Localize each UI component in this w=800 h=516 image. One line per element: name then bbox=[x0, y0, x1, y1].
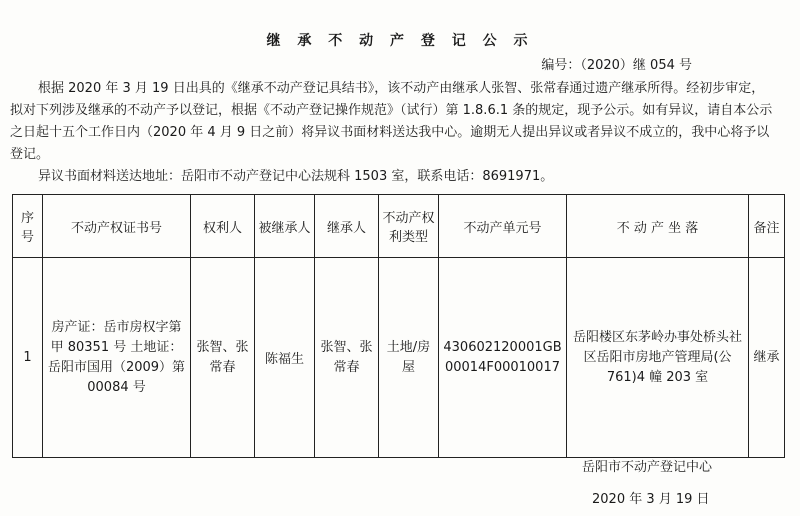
cell-cert: 房产证：岳市房权字第甲 80351 号 土地证：岳阳市国用（2009）第 00084 号 bbox=[43, 258, 191, 458]
notice-body bbox=[10, 78, 780, 188]
cell-right-type: 土地/房屋 bbox=[379, 258, 439, 458]
cell-unit-no: 430602120001GB00014F00010017 bbox=[439, 258, 567, 458]
header-unit-no: 不动产单元号 bbox=[439, 195, 567, 258]
header-right-type: 不动产权利类型 bbox=[379, 195, 439, 258]
cell-seq: 1 bbox=[13, 258, 43, 458]
header-seq: 序号 bbox=[13, 195, 43, 258]
notice-title: 继 承 不 动 产 登 记 公 示 bbox=[266, 33, 534, 49]
notice-paragraph: 根据 2020 年 3 月 19 日出具的《继承不动产登记具结书》，该不动产由继承人张智、张常春通过遗产继承所得。经初步审定， 拟对下列涉及继承的不动产予以登记，根据《不动产登记操作规范》（试行）第 1.8.6.1 条的规定，现予公示。如有异议，请自本公示之日起十五个工作日内（2020 年 4 月 9 日之前）将异议书面材料送达我中心。逾期无人提出异议或者异议不成立的，我中心将予以登记。 bbox=[10, 81, 773, 162]
table-row bbox=[13, 258, 785, 458]
cell-heir: 张智、张常春 bbox=[315, 258, 379, 458]
header-cert: 不动产权证书号 bbox=[43, 195, 191, 258]
cell-location: 岳阳楼区东茅岭办事处桥头社区岳阳市房地产管理局(公 761)4 幢 203 室 bbox=[567, 258, 749, 458]
header-location: 不 动 产 坐 落 bbox=[567, 195, 749, 258]
document-number: 编号：（2020）继 054 号 bbox=[541, 58, 692, 73]
issue-date: 2020 年 3 月 19 日 bbox=[592, 492, 710, 507]
cell-remark: 继承 bbox=[749, 258, 785, 458]
issuer-signature: 岳阳市不动产登记中心 bbox=[582, 460, 713, 475]
objection-address: 异议书面材料送达地址：岳阳市不动产登记中心法规科 1503 室，联系电话：8691971。 bbox=[38, 169, 554, 184]
header-remark: 备注 bbox=[749, 195, 785, 258]
header-owner: 权利人 bbox=[191, 195, 255, 258]
table-header-row bbox=[13, 195, 785, 258]
header-heir: 继承人 bbox=[315, 195, 379, 258]
cell-owner: 张智、张常春 bbox=[191, 258, 255, 458]
cell-decedent: 陈福生 bbox=[255, 258, 315, 458]
registration-table bbox=[12, 194, 785, 458]
header-decedent: 被继承人 bbox=[255, 195, 315, 258]
